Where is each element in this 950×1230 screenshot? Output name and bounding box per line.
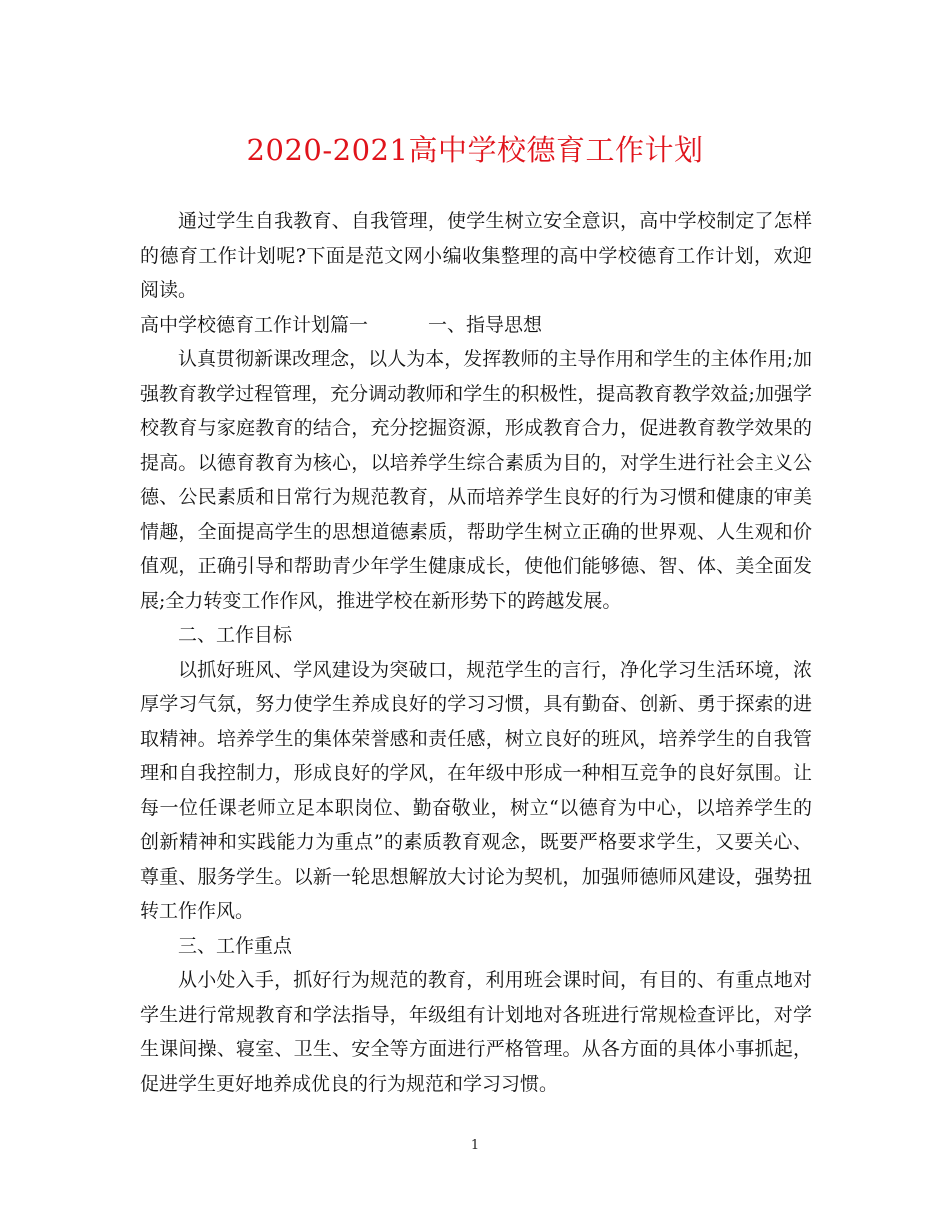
paragraph-2: 以抓好班风、学风建设为突破口，规范学生的言行，净化学习生活环境，浓厚学习气氛，努力使学生养成良好的学习习惯，具有勤奋、创新、勇于探索的进取精神。培养学生的集体荣誉感和责任感，树立良好的班风，培养学生的自我管理和自我控制力，形成良好的学风，在年级中形成一种相互竞争的良好氛围。让每一位任课老师立足本职岗位、勤奋敬业，树立“以德育为中心，以培养学生的创新精神和实践能力为重点”的素质教育观念，既要严格要求学生，又要关心、尊重、服务学生。以新一轮思想解放大讨论为契机，加强师德师风建设，强势扭转工作作风。 bbox=[140, 658, 812, 922]
page-number: 1 bbox=[470, 1138, 480, 1153]
plan-heading-line bbox=[140, 308, 812, 343]
paragraph-3: 从小处入手，抓好行为规范的教育，利用班会课时间，有目的、有重点地对学生进行常规教育和学法指导，年级组有计划地对各班进行常规检查评比，对学生课间操、寝室、卫生、安全等方面进行严格管理。从各方面的具体小事抓起，促进学生更好地养成优良的行为规范和学习习惯。 bbox=[140, 969, 812, 1095]
plan-label: 高中学校德育工作计划篇一 bbox=[140, 313, 369, 336]
paragraph-1: 认真贯彻新课改理念，以人为本，发挥教师的主导作用和学生的主体作用;加强教育教学过程管理，充分调动教师和学生的积极性，提高教育教学效益;加强学校教育与家庭教育的结合，充分挖掘资源，形成教育合力，促进教育教学效果的提高。以德育教育为核心，以培养学生综合素质为目的，对学生进行社会主义公德、公民素质和日常行为规范教育，从而培养学生良好的行为习惯和健康的审美情趣，全面提高学生的思想道德素质，帮助学生树立正确的世界观、人生观和价值观，正确引导和帮助青少年学生健康成长，使他们能够德、智、体、美全面发展;全力转变工作作风，推进学校在新形势下的跨越发展。 bbox=[140, 348, 812, 612]
section-heading-1: 一、指导思想 bbox=[428, 313, 543, 336]
intro-paragraph: 通过学生自我教育、自我管理，使学生树立安全意识，高中学校制定了怎样的德育工作计划呢?下面是范文网小编收集整理的高中学校德育工作计划，欢迎阅读。 bbox=[140, 210, 812, 301]
section-heading-2: 二、工作目标 bbox=[178, 624, 293, 646]
document-body bbox=[140, 204, 812, 1101]
document-title: 2020-2021高中学校德育工作计划 bbox=[246, 133, 704, 167]
section-heading-3: 三、工作重点 bbox=[178, 934, 293, 957]
